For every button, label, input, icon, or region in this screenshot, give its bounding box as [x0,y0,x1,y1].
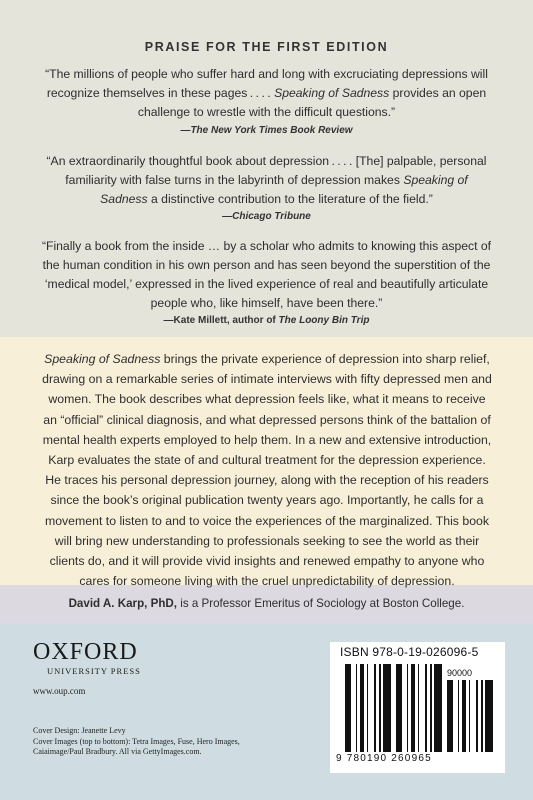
quote-line: recognize themselves in these pages . . . . Speaking of Sadness provides an open [46,86,487,100]
ean-digits: 9 780190 260965 [336,753,432,764]
description-line: mental health experts employed to help them. In a new and extensive introduction, [42,432,492,447]
quote-line: familiarity with false turns in the labyrinth of depression makes Speaking of [65,173,468,187]
quote-line: “An extraordinarily thoughtful book about depression . . . . [The] palpable, personal [46,154,487,168]
quote-line: the human condition in his own person and has seen beyond the superstition of the [42,258,491,272]
barcode-main-bars [345,664,442,752]
barcode-bar [414,664,415,752]
description-line: since the book’s original publication twenty years ago. Importantly, he calls for a [50,493,484,508]
barcode-bar [374,664,376,752]
barcode-bar [434,664,437,752]
barcode-bar [458,680,459,752]
barcode-bar [411,664,414,752]
isbn-number: ISBN 978-0-19-026096-5 [340,645,479,659]
barcode-bar [418,664,419,752]
author-name: David A. Karp, PhD, [68,597,178,610]
description-line: Speaking of Sadness brings the private experience of depression into sharp relief, [44,352,490,366]
barcode-bar [476,680,478,752]
barcode-addon-bars [447,680,493,752]
barcode-bar [425,664,427,752]
barcode-bar [447,680,450,752]
barcode-bar [490,680,493,752]
barcode-bar [367,664,368,752]
barcode-bar [465,680,466,752]
barcode-bar [488,680,490,752]
barcode-bar [396,664,399,752]
publisher-website: www.oup.com [33,686,86,696]
barcode-addon-number: 90000 [447,668,473,678]
barcode-bar [485,680,488,752]
quote-line: “The millions of people who suffer hard and long with excruciating depressions will [45,67,488,81]
barcode-bar [388,664,391,752]
barcode-bar [430,664,432,752]
barcode-bar [399,664,402,752]
praise-heading: PRAISE FOR THE FIRST EDITION [144,40,389,54]
description-line: cares for someone living with the cruel unpredictability of depression. [79,574,455,589]
barcode-bar [356,664,357,752]
barcode-bar [462,680,465,752]
barcode-bar [386,664,388,752]
credit-line: Caiaimage/Paul Bradbury. All via GettyImages.com. [33,747,202,756]
barcode-bar [345,664,348,752]
barcode-bar [348,664,351,752]
barcode-bar [379,664,381,752]
quote-line: people who, like himself, have been there.” [150,296,383,310]
oxford-logo: OXFORD [33,639,138,665]
description-line: will bring new understanding to professionals seeking to see the world as their [54,533,480,548]
quote-line: challenge to wrestle with the difficult questions.” [137,105,396,119]
description-line: an “official” clinical diagnosis, and what depressed persons think of the battalion of [43,412,491,427]
barcode-bar [469,680,470,752]
barcode-bar [363,664,364,752]
barcode-bar [383,664,386,752]
quote-line: “Finally a book from the inside … by a scholar who admits to knowing this aspect of [41,239,492,253]
author-bio-text: is a Professor Emeritus of Sociology at Boston College. [177,597,465,610]
description-line: He traces his personal depression journey, along with the reception of his readers [45,473,489,488]
barcode-bar [481,680,483,752]
quote-line: Sadness a distinctive contribution to the literature of the field.” [100,192,433,206]
barcode-bar [437,664,439,752]
description-line: movement to listen to and to voice the experiences of the marginalized. This book [44,513,490,528]
quote-line: ‘medical model,’ expressed in the lived experience of real and beautifully articulate [44,277,489,291]
description-line: clients do, and it will provide vivid insights and renewed empathy to anyone who [49,554,485,569]
description-line: Karp evaluates the state of and cultural treatment for the depression experience. [48,453,486,468]
barcode-bar [407,664,408,752]
quote-attribution: —Chicago Tribune [222,211,311,222]
quote-attribution: —The New York Times Book Review [180,125,353,136]
description-line: women. The book describes what depression feels like, what it means to receive [48,392,486,407]
barcode-bar [439,664,442,752]
description-line: drawing on a remarkable series of intimate interviews with fifty depressed men and [42,372,492,387]
credit-line: Cover Design: Jeanette Levy [33,726,126,735]
quote-attribution: —Kate Millett, author of The Loony Bin Trip [163,315,370,326]
oxford-logo-subtitle: UNIVERSITY PRESS [47,666,141,676]
barcode-bar [450,680,453,752]
credit-line: Cover Images (top to bottom): Tetra Images, Fuse, Hero Images, [33,736,240,746]
barcode-bar [360,664,363,752]
